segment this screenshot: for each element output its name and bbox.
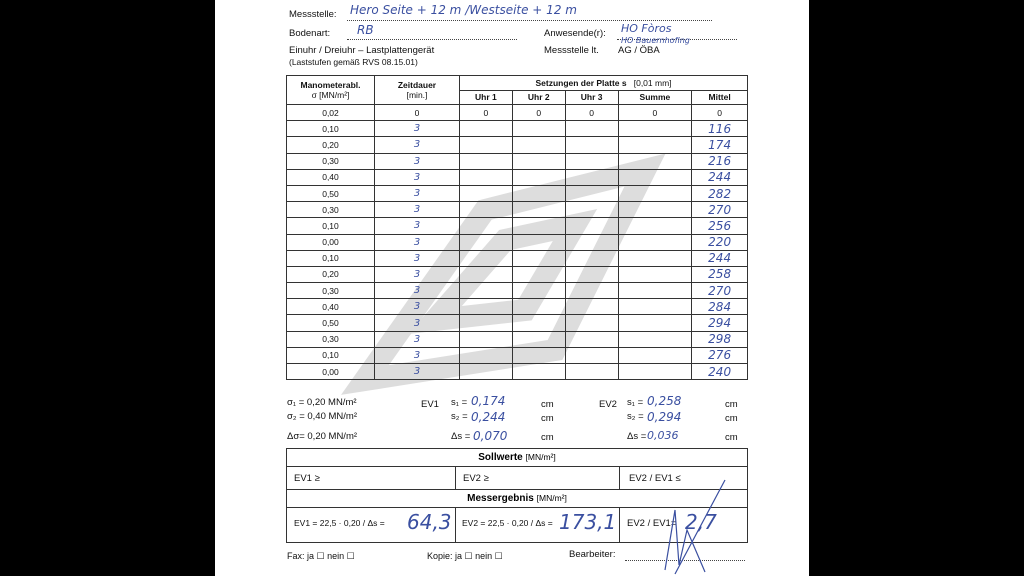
cell-mittel: 294 xyxy=(692,315,748,331)
cell-uhr2 xyxy=(512,364,565,380)
anwesende-value: HO Fòros xyxy=(621,22,672,35)
cell-uhr3 xyxy=(565,185,618,201)
cell-uhr2 xyxy=(512,315,565,331)
geraet-line2: (Laststufen gemäß RVS 08.15.01) xyxy=(289,57,418,67)
fax-option: Fax: ja ☐ nein ☐ xyxy=(287,551,355,561)
cell-zeit: 3 xyxy=(375,121,460,137)
cell-uhr3 xyxy=(565,250,618,266)
cell-uhr3 xyxy=(565,364,618,380)
col-zeitdauer-title: Zeitdauer xyxy=(397,80,437,90)
cell-summe xyxy=(618,315,692,331)
col-manometer-unit: σ [MN/m²] xyxy=(311,90,350,100)
cell-uhr3 xyxy=(565,121,618,137)
cell-zeit: 3 xyxy=(375,266,460,282)
cell-summe xyxy=(618,153,692,169)
signature-scribble-icon xyxy=(635,470,755,576)
cell-uhr1 xyxy=(460,347,513,363)
cell-sigma: 0,30 xyxy=(287,283,375,299)
cell-uhr3 xyxy=(565,218,618,234)
cell-uhr3 xyxy=(565,202,618,218)
cell-uhr3 xyxy=(565,266,618,282)
cell-uhr1 xyxy=(460,283,513,299)
table-row xyxy=(287,331,748,347)
ev1-ds-label: Δs = xyxy=(451,431,471,442)
cell-zeit: 3 xyxy=(375,234,460,250)
cell-uhr1 xyxy=(460,137,513,153)
ev2-label: EV2 xyxy=(599,399,617,410)
cell-uhr1 xyxy=(460,299,513,315)
table-row xyxy=(287,283,748,299)
ev2-result: 173,1 xyxy=(559,510,617,534)
cell-uhr3 xyxy=(565,315,618,331)
cell-mittel: 298 xyxy=(692,331,748,347)
cell-mittel: 282 xyxy=(692,185,748,201)
cell-zeit: 3 xyxy=(375,153,460,169)
cell-summe xyxy=(618,218,692,234)
cell-summe xyxy=(618,347,692,363)
cell-uhr2 xyxy=(512,137,565,153)
cell-summe: 0 xyxy=(618,105,692,121)
cell-sigma: 0,30 xyxy=(287,331,375,347)
messstelle-label: Messstelle: xyxy=(289,9,337,20)
table-row xyxy=(287,121,748,137)
table-row xyxy=(287,137,748,153)
ev2-s1-value: 0,258 xyxy=(647,394,682,408)
cell-mittel: 270 xyxy=(692,202,748,218)
cell-sigma: 0,10 xyxy=(287,347,375,363)
cell-uhr2 xyxy=(512,331,565,347)
ev1-ds-value: 0,070 xyxy=(473,429,508,443)
cell-uhr2 xyxy=(512,153,565,169)
col-setzungen-title: Setzungen der Platte s xyxy=(535,77,627,88)
ev1-ds-unit: cm xyxy=(541,432,554,443)
cell-mittel: 258 xyxy=(692,266,748,282)
cell-zeit: 3 xyxy=(375,283,460,299)
cell-uhr1 xyxy=(460,153,513,169)
table-row xyxy=(287,169,748,185)
measurement-table xyxy=(286,75,748,380)
ev2-ds-label: Δs = xyxy=(627,431,647,442)
cell-uhr1: 0 xyxy=(460,105,513,121)
messergebnis-title: Messergebnis xyxy=(467,493,534,504)
cell-mittel: 270 xyxy=(692,283,748,299)
cell-uhr2 xyxy=(512,202,565,218)
cell-sigma: 0,50 xyxy=(287,315,375,331)
cell-zeit: 3 xyxy=(375,331,460,347)
cell-sigma: 0,00 xyxy=(287,234,375,250)
cell-uhr1 xyxy=(460,234,513,250)
cell-sigma: 0,10 xyxy=(287,121,375,137)
cell-mittel: 216 xyxy=(692,153,748,169)
table-row xyxy=(287,364,748,380)
ev2-s2-label: s₂ = xyxy=(627,411,644,422)
ev1-s1-label: s₁ = xyxy=(451,397,468,408)
cell-zeit: 3 xyxy=(375,185,460,201)
table-row xyxy=(287,266,748,282)
soll-ev1: EV1 ≥ xyxy=(294,473,320,484)
table-row xyxy=(287,185,748,201)
bearbeiter-label: Bearbeiter: xyxy=(569,549,616,560)
ev1-result: 64,3 xyxy=(407,510,452,534)
messstelle-value: Hero Seite + 12 m /Westseite + 12 m xyxy=(350,3,577,17)
table-row xyxy=(287,202,748,218)
cell-mittel: 256 xyxy=(692,218,748,234)
cell-uhr1 xyxy=(460,185,513,201)
col-setzungen xyxy=(460,76,748,91)
cell-uhr3 xyxy=(565,299,618,315)
messstelle-lt-label: Messstelle lt. xyxy=(544,45,599,56)
cell-summe xyxy=(618,234,692,250)
cell-uhr3 xyxy=(565,153,618,169)
ev2-ds-unit: cm xyxy=(725,432,738,443)
cell-summe xyxy=(618,299,692,315)
cell-sigma: 0,40 xyxy=(287,299,375,315)
ratio-label: EV2 / EV1= xyxy=(627,518,677,529)
sigma2: σ₂ = 0,40 MN/m² xyxy=(287,411,357,422)
ev1-s2-unit: cm xyxy=(541,413,554,424)
cell-zeit: 0 xyxy=(375,105,460,121)
cell-uhr1 xyxy=(460,250,513,266)
anwesende-label: Anwesende(r): xyxy=(544,28,606,39)
sollwerte-title: Sollwerte xyxy=(478,452,523,463)
cell-uhr3: 0 xyxy=(565,105,618,121)
cell-mittel: 284 xyxy=(692,299,748,315)
cell-zeit: 3 xyxy=(375,315,460,331)
cell-uhr3 xyxy=(565,283,618,299)
col-setzungen-unit: [0,01 mm] xyxy=(633,77,672,88)
cell-sigma: 0,30 xyxy=(287,153,375,169)
cell-zeit: 3 xyxy=(375,169,460,185)
cell-sigma: 0,10 xyxy=(287,218,375,234)
cell-summe xyxy=(618,266,692,282)
cell-uhr1 xyxy=(460,121,513,137)
cell-zeit: 3 xyxy=(375,347,460,363)
col-zeitdauer xyxy=(375,76,460,105)
cell-summe xyxy=(618,121,692,137)
table-row xyxy=(287,234,748,250)
cell-uhr3 xyxy=(565,137,618,153)
cell-uhr3 xyxy=(565,169,618,185)
ev2-ds-value: 0,036 xyxy=(647,429,679,442)
ev1-label: EV1 xyxy=(421,399,439,410)
col-uhr2: Uhr 2 xyxy=(512,90,565,105)
col-summe: Summe xyxy=(618,90,692,105)
cell-mittel: 220 xyxy=(692,234,748,250)
sollwerte-unit: [MN/m²] xyxy=(525,452,556,462)
cell-zeit: 3 xyxy=(375,137,460,153)
cell-uhr1 xyxy=(460,331,513,347)
cell-uhr2 xyxy=(512,250,565,266)
cell-summe xyxy=(618,137,692,153)
cell-uhr2 xyxy=(512,347,565,363)
cell-uhr1 xyxy=(460,266,513,282)
messergebnis-unit: [MN/m²] xyxy=(536,493,567,503)
ev1-s2-label: s₂ = xyxy=(451,411,468,422)
ev2-s1-label: s₁ = xyxy=(627,397,644,408)
table-row xyxy=(287,250,748,266)
col-manometer-title: Manometerabl. xyxy=(300,80,361,90)
cell-summe xyxy=(618,364,692,380)
cell-uhr1 xyxy=(460,202,513,218)
cell-uhr2 xyxy=(512,299,565,315)
cell-sigma: 0,50 xyxy=(287,185,375,201)
ev2-s2-unit: cm xyxy=(725,413,738,424)
ev2-formula: EV2 = 22,5 · 0,20 / Δs = xyxy=(462,518,553,528)
bodenart-label: Bodenart: xyxy=(289,28,331,39)
cell-mittel: 174 xyxy=(692,137,748,153)
cell-summe xyxy=(618,331,692,347)
cell-mittel: 116 xyxy=(692,121,748,137)
bodenart-value: RB xyxy=(357,23,374,37)
cell-sigma: 0,30 xyxy=(287,202,375,218)
sigma1: σ₁ = 0,20 MN/m² xyxy=(287,397,357,408)
ev2-s2-value: 0,294 xyxy=(647,410,682,424)
cell-uhr3 xyxy=(565,331,618,347)
cell-summe xyxy=(618,202,692,218)
cell-sigma: 0,10 xyxy=(287,250,375,266)
cell-uhr1 xyxy=(460,218,513,234)
cell-summe xyxy=(618,169,692,185)
table-row xyxy=(287,315,748,331)
cell-mittel: 244 xyxy=(692,169,748,185)
cell-uhr2 xyxy=(512,185,565,201)
cell-uhr2 xyxy=(512,234,565,250)
table-row xyxy=(287,347,748,363)
cell-sigma: 0,20 xyxy=(287,137,375,153)
cell-uhr2 xyxy=(512,283,565,299)
ev1-s1-value: 0,174 xyxy=(471,394,506,408)
cell-mittel: 0 xyxy=(692,105,748,121)
sollwerte-header xyxy=(287,449,747,467)
cell-summe xyxy=(618,185,692,201)
cell-mittel: 244 xyxy=(692,250,748,266)
messstelle-lt-value: AG / ÖBA xyxy=(618,45,660,56)
table-row xyxy=(287,105,748,121)
cell-zeit: 3 xyxy=(375,218,460,234)
table-row xyxy=(287,218,748,234)
cell-sigma: 0,20 xyxy=(287,266,375,282)
cell-zeit: 3 xyxy=(375,364,460,380)
messstelle-lt-hand: HO Bauernhofing xyxy=(621,36,690,45)
cell-uhr2: 0 xyxy=(512,105,565,121)
cell-uhr2 xyxy=(512,121,565,137)
col-zeitdauer-unit: [min.] xyxy=(406,90,428,100)
ev1-s1-unit: cm xyxy=(541,399,554,410)
geraet-line1: Einuhr / Dreiuhr – Lastplattengerät xyxy=(289,45,435,56)
col-uhr3: Uhr 3 xyxy=(565,90,618,105)
ev1-formula: EV1 = 22,5 · 0,20 / Δs = xyxy=(294,518,385,528)
cell-zeit: 3 xyxy=(375,250,460,266)
col-manometer xyxy=(287,76,375,105)
ratio-result: 2,7 xyxy=(685,510,717,534)
cell-zeit: 3 xyxy=(375,299,460,315)
col-uhr1: Uhr 1 xyxy=(460,90,513,105)
cell-uhr3 xyxy=(565,347,618,363)
cell-summe xyxy=(618,283,692,299)
soll-ratio: EV2 / EV1 ≤ xyxy=(629,473,681,484)
cell-uhr2 xyxy=(512,266,565,282)
cell-uhr1 xyxy=(460,169,513,185)
cell-uhr1 xyxy=(460,315,513,331)
cell-sigma: 0,02 xyxy=(287,105,375,121)
protocol-sheet xyxy=(215,0,809,576)
delta-sigma: Δσ= 0,20 MN/m² xyxy=(287,431,358,442)
cell-mittel: 276 xyxy=(692,347,748,363)
col-mittel: Mittel xyxy=(692,90,748,105)
table-row xyxy=(287,153,748,169)
cell-uhr2 xyxy=(512,218,565,234)
ev1-s2-value: 0,244 xyxy=(471,410,506,424)
cell-uhr3 xyxy=(565,234,618,250)
soll-ev2: EV2 ≥ xyxy=(463,473,489,484)
ev2-s1-unit: cm xyxy=(725,399,738,410)
kopie-option: Kopie: ja ☐ nein ☐ xyxy=(427,551,503,561)
cell-sigma: 0,00 xyxy=(287,364,375,380)
cell-summe xyxy=(618,250,692,266)
cell-mittel: 240 xyxy=(692,364,748,380)
cell-zeit: 3 xyxy=(375,202,460,218)
cell-uhr2 xyxy=(512,169,565,185)
table-row xyxy=(287,299,748,315)
cell-uhr1 xyxy=(460,364,513,380)
cell-sigma: 0,40 xyxy=(287,169,375,185)
